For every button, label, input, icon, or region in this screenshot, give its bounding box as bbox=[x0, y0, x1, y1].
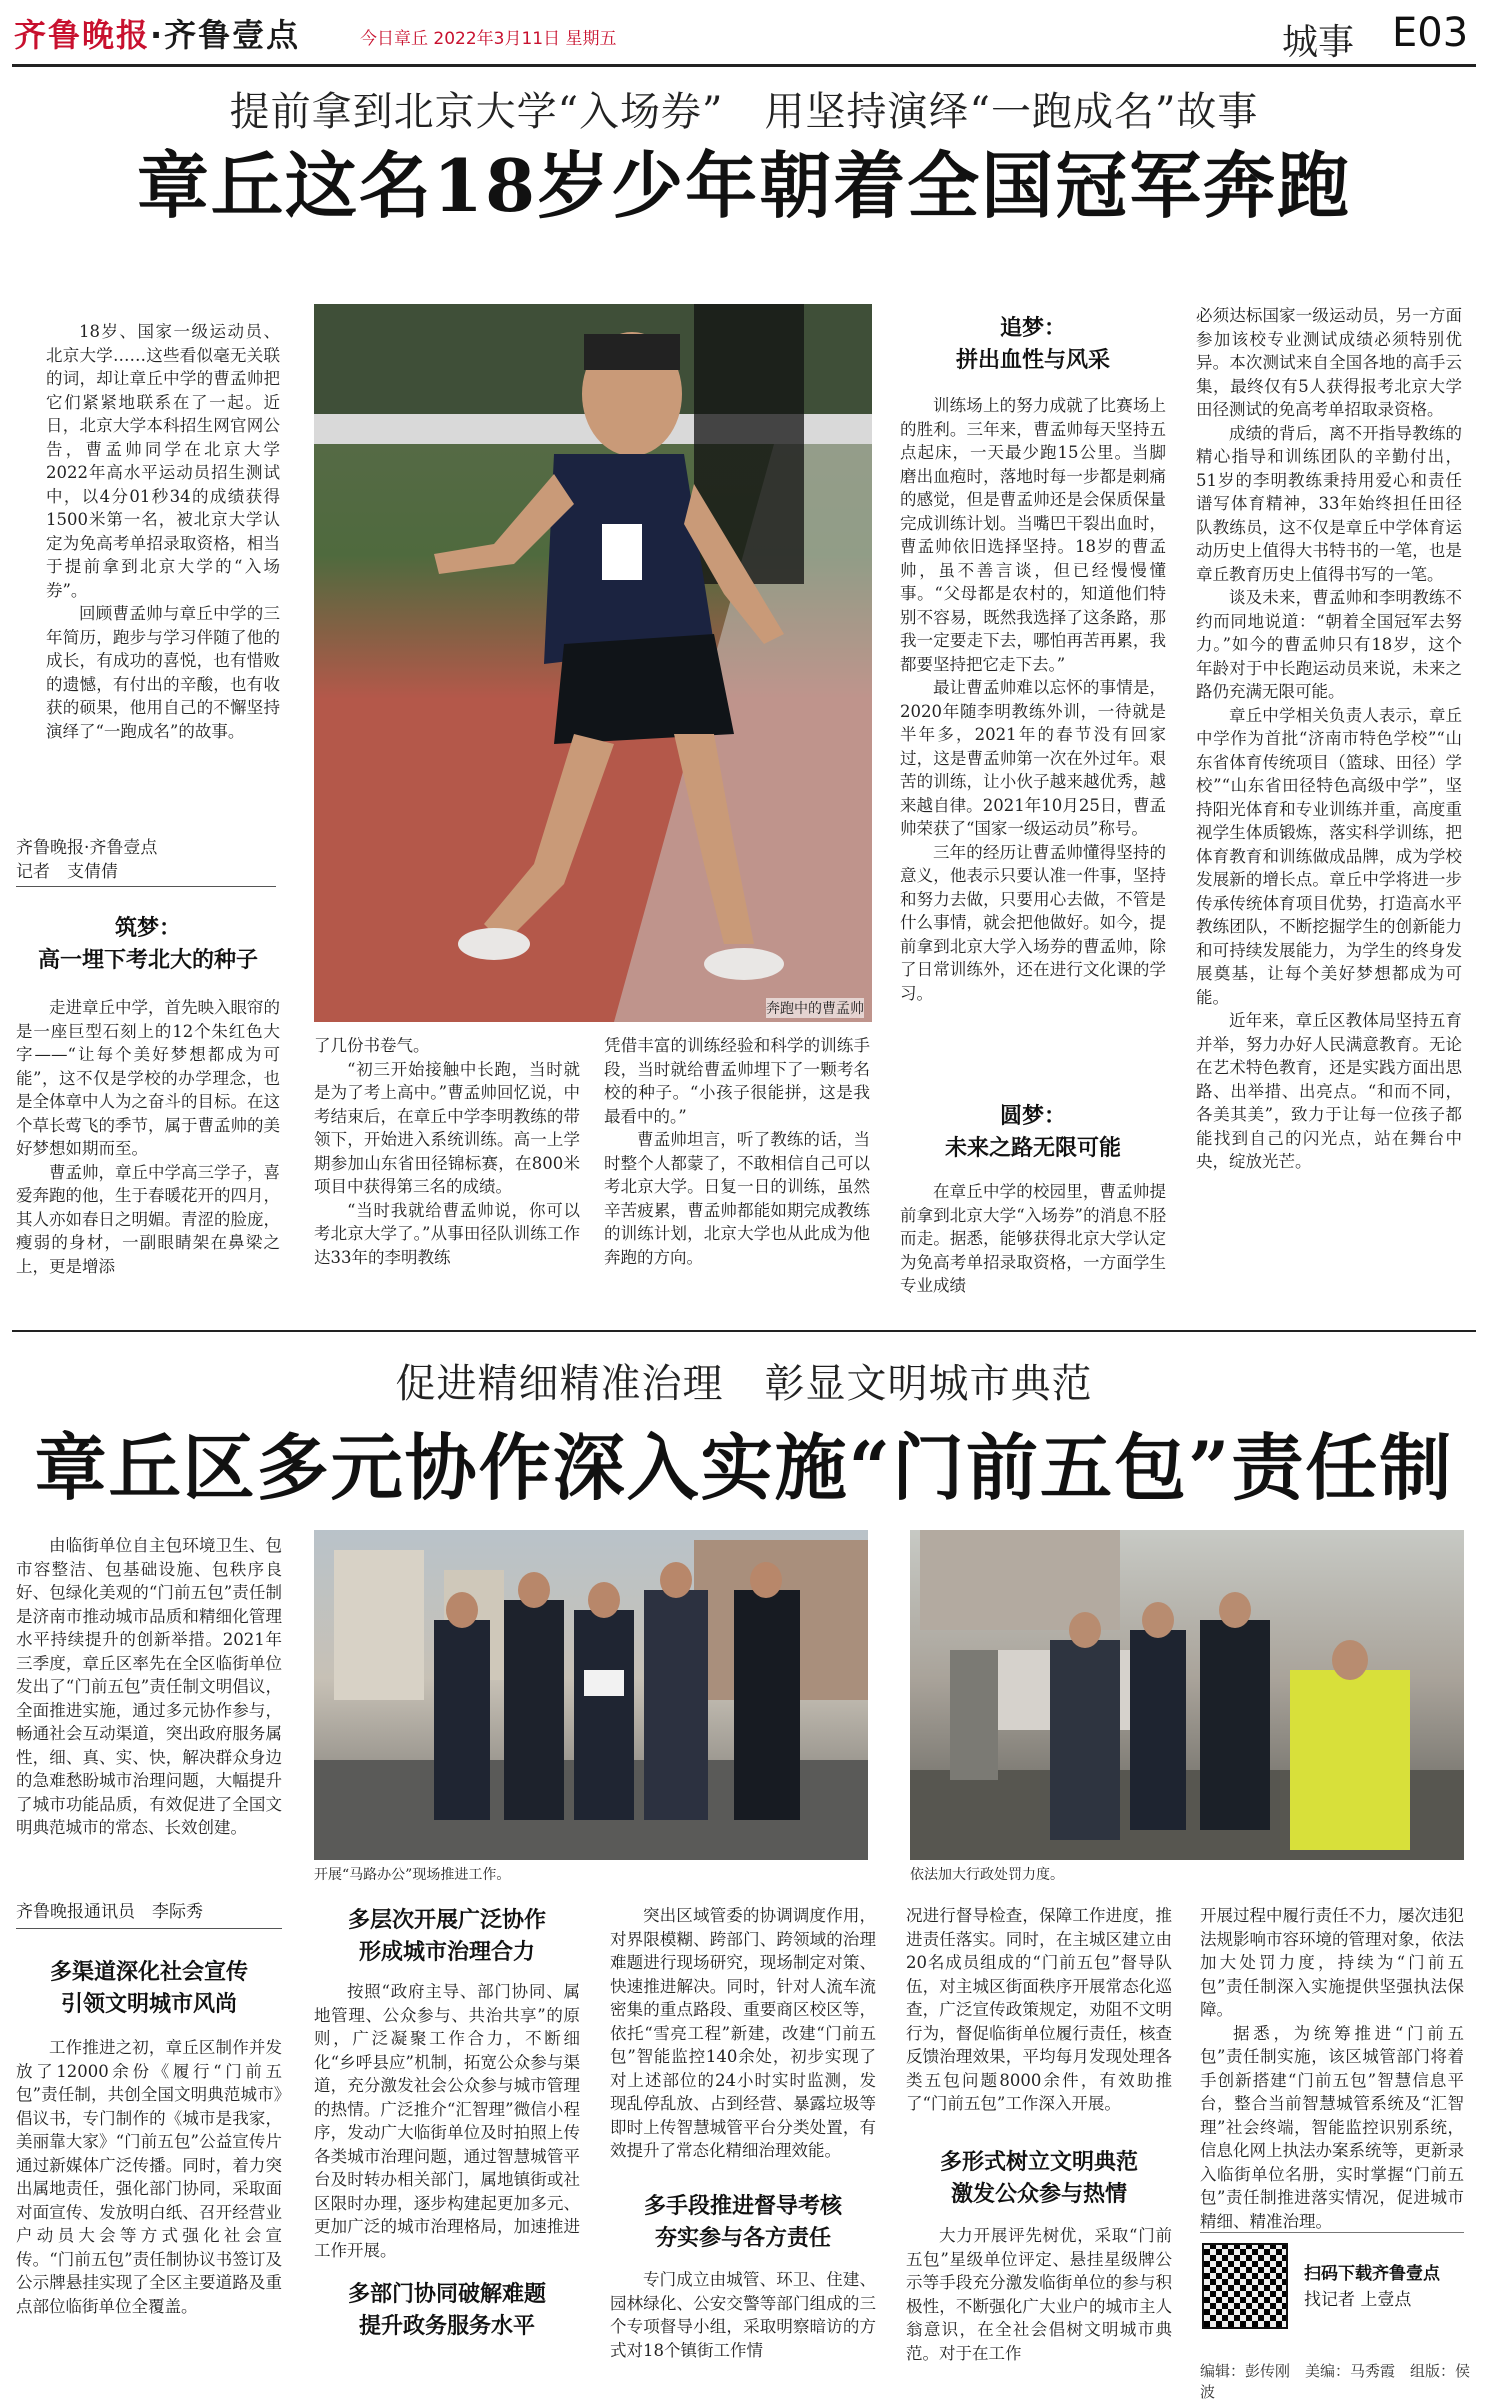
article1-headline: 章丘这名18岁少年朝着全国冠军奔跑 bbox=[136, 143, 1352, 228]
s1-title: 多渠道深化社会宣传 引领文明城市风尚 bbox=[49, 1959, 248, 2017]
qr-caption: 扫码下载齐鲁壹点 找记者 上壹点 bbox=[1304, 2264, 1440, 2310]
article2-byline: 齐鲁晚报通讯员 李际秀 bbox=[16, 1902, 203, 1922]
photo1-caption: 开展“马路办公”现场推进工作。 bbox=[314, 1867, 511, 1883]
photo2-caption: 依法加大行政处罚力度。 bbox=[910, 1867, 1064, 1883]
article1-byline: 齐鲁晚报·齐鲁壹点 记者 支倩倩 bbox=[16, 838, 158, 882]
article1-kicker: 提前拿到北京大学“入场券” 用坚持演绎“一跑成名”故事 bbox=[229, 89, 1259, 135]
article2-headline: 章丘区多元协作深入实施“门前五包”责任制 bbox=[34, 1425, 1454, 1510]
sec3-text: 在章丘中学的校园里，曹孟帅提前拿到北京大学“入场券”的消息不胫而走。据悉，能够获得北京大学认定为免高考单招录取资格，一方面学生专业成绩 bbox=[900, 1182, 1166, 1295]
s1-text: 工作推进之初，章丘区制作并发放了12000余份《履行“门前五包”责任制，共创全国文明典范城市》倡议书，专门制作的《城市是我家，美丽靠大家》“门前五包”公益宣传片通过新媒体广泛传播。同时，着力突出属地责任，强化部门协同，采取面对面宣传、发放明白纸、召开经营业户动员大会等方式强化社会宣传。“门前五包”责任制协议书签订及公示牌悬挂实现了全区主要道路及重点部位临街单位全覆盖。 bbox=[16, 2038, 282, 2316]
sec1-title: 筑梦： 高一埋下考北大的种子 bbox=[37, 915, 258, 973]
s2-text: 按照“政府主导、部门协同、属地管理、公众参与、共治共享”的原则，广泛凝聚工作合力，不断细化“乡呼县应”机制，拓宽公众参与渠道，充分激发社会公众参与城市管理的热情。广泛推介“汇智理”微信小程序，发动广大临街单位及时拍照上传各类城市治理问题，通过智慧城管平台及时转办相关部门，属地镇街或社区限时办理，逐步构建起更加多元、更加广泛的城市治理格局，加速推进工作开展。 bbox=[314, 1982, 580, 2260]
s3-title: 多部门协同破解难题 提升政务服务水平 bbox=[347, 2281, 546, 2339]
section-name: 城事 bbox=[1282, 22, 1355, 63]
article-divider bbox=[12, 1330, 1476, 1332]
sec2-text: 训练场上的努力成就了比赛场上的胜利。三年来，曹孟帅每天坚持五点起床，一天最少跑15公里。当脚磨出血疱时，落地时每一步都是刺痛的感觉，但是曹孟帅还是会保质保量完成训练计划。当嘴巴干裂出血时，曹孟帅依旧选择坚持。18岁的曹孟帅，虽不善言谈，但已经慢慢懂事。“父母都是农村的，知道他们特别不容易，既然我选择了这条路，那我一定要走下去，哪怕再苦再累，我都要坚持把它走下去。” 最让曹孟帅难以忘怀的事情是，2020年随李明教练外训，一待就是半年多，2021年的春节没有回家过，这是曹孟帅第一次在外过年。艰苦的训练，让小伙子越来越优秀，越来越自律。2021年10月25日，曹孟帅荣获了“国家一级运动员”称号。 三年的经历让曹孟帅懂得坚持的意义，他表示只要认准一件事，坚持和努力去做，只要用心去做，不管是什么事情，就会把他做好。如今，提前拿到北京大学入场券的曹孟帅，除了日常训练外，还在进行文化课的学习。 bbox=[900, 396, 1166, 1003]
issue-date: 今日章丘 2022年3月11日 星期五 bbox=[360, 29, 617, 49]
header-rule bbox=[12, 64, 1476, 67]
page-number: E03 bbox=[1392, 10, 1469, 56]
article2-lead: 由临街单位自主包环境卫生、包市容整洁、包基础设施、包秩序良好、包绿化美观的“门前五包”责任制是济南市推动城市品质和精细化管理水平持续提升的创新举措。2021年三季度，章丘区率先在全区临街单位发出了“门前五包”责任制文明倡议，全面推进实施，通过多元协作参与，畅通社会互动渠道，突出政府服务属性，细、真、实、快，解决群众身边的急难愁盼城市治理问题，大幅提升了城市功能品质，有效促进了全国文明典范城市的常态、长效创建。 bbox=[16, 1536, 282, 1837]
s4-title: 多手段推进督导考核 夯实参与各方责任 bbox=[643, 2193, 842, 2251]
article1-col-c: 凭借丰富的训练经验和科学的训练手段，当时就给曹孟帅埋下了一颗考名校的种子。“小孩子很能拼，这是我最看中的。” 曹孟帅坦言，听了教练的话，当时整个人都蒙了，不敢相信自己可以考北京大学。日复一日的训练，虽然辛苦疲累，曹孟帅都能如期完成教练的训练计划，北京大学也从此成为他奔跑的方向。 bbox=[604, 1036, 870, 1267]
article1-lead: 18岁、国家一级运动员、北京大学……这些看似毫无关联的词，却让章丘中学的曹孟帅把它们紧紧地联系在了一起。近日，北京大学本科招生网官网公告，曹孟帅同学在北京大学2022年高水平运动员招生测试中，以4分01秒34的成绩获得1500米第一名，被北京大学认定为免高考单招录取资格，相当于提前拿到北京大学的“入场券”。 回顾曹孟帅与章丘中学的三年简历，跑步与学习伴随了他的成长，有成功的喜悦，也有惜败的遗憾，有付出的辛酸，也有收获的硕果，他用自己的不懈坚持演绎了“一跑成名”的故事。 bbox=[46, 322, 280, 741]
runner-photo bbox=[314, 304, 872, 1022]
article1-col-e: 必须达标国家一级运动员，另一方面参加该校专业测试成绩必须特别优异。本次测试来自全国各地的高手云集，最终仅有5人获得报考北京大学田径测试的免高考单招取录资格。 成绩的背后，离不开指导教练的精心指导和训练团队的辛勤付出，51岁的李明教练秉持用爱心和责任谱写体育精神，33年始终担任田径队教练员，这不仅是章丘中学体育运动历史上值得大书特书的一笔，也是章丘教育历史上值得书写的一笔。 谈及未来，曹孟帅和李明教练不约而同地说道：“朝着全国冠军去努力。”如今的曹孟帅只有18岁，这个年龄对于中长跑运动员来说，未来之路仍充满无限可能。 章丘中学相关负责人表示，章丘中学作为首批“济南市特色学校”“山东省体育传统项目（篮球、田径）学校”“山东省田径特色高级中学”，坚持阳光体育和专业训练并重，高度重视学生体质锻炼，落实科学训练，把体育教育和训练做成品牌，成为学校发展新的增长点。章丘中学将进一步传承传统体育项目优势，打造高水平教练团队，不断挖掘学生的创新能力和可持续发展能力，为学生的终身发展奠基，让每个美好梦想都成为可能。 近年来，章丘区教体局坚持五育并举，努力办好人民满意教育。无论在艺术特色教育，还是实践方面出思路、出举措、出亮点。“和而不同，各美其美”，致力于让每一位孩子都能找到自己的闪光点，站在舞台中央，绽放光芒。 bbox=[1196, 306, 1462, 1171]
street-photo-1 bbox=[314, 1530, 868, 1860]
s5-text: 大力开展评先树优，采取“门前五包”星级单位评定、悬挂星级牌公示等手段充分激发临街单位的参与积极性，不断强化广大业户的城市主人翁意识，在全社会倡树文明城市典范。对于在工作 bbox=[906, 2226, 1172, 2363]
newspaper-logo: 齐鲁晚报·齐鲁壹点 bbox=[14, 16, 301, 54]
runner-figure bbox=[314, 304, 872, 1022]
article1-col-b: 了几份书卷气。 “初三开始接触中长跑，当时就是为了考上高中。”曹孟帅回忆说，中考结束后，在章丘中学李明教练的带领下，开始进入系统训练。高一上学期参加山东省田径锦标赛，在800米项目中获得第三名的成绩。 “当时我就给曹孟帅说，你可以考北京大学了。”从事田径队训练工作达33年的李明教练 bbox=[314, 1036, 580, 1267]
s5-title: 多形式树立文明典范 激发公众参与热情 bbox=[939, 2149, 1138, 2207]
byline-rule bbox=[16, 886, 276, 887]
c3-text: 突出区域管委的协调调度作用，对界限模糊、跨部门、跨领域的治理难题进行现场研究，现场制定对策、快速推进解决。同时，针对人流车流密集的重点路段、重要商区校区等，依托“雪亮工程”新建，改建“门前五包”智能监控140余处，初步实现了对上述部位的24小时实时监测，发现乱停乱放、占到经营、暴露垃圾等即时上传智慧城管平台分类处置，有效提升了常态化精细治理效能。 bbox=[610, 1906, 876, 2160]
byline-rule-2 bbox=[16, 1928, 282, 1929]
sec1-text: 走进章丘中学，首先映入眼帘的是一座巨型石刻上的12个朱红色大字——“让每个美好梦想都成为可能”，这不仅是学校的办学理念，也是全体章中人为之奋斗的目标。在这个草长莺飞的季节，属于曹孟帅的美好梦想如期而至。 曹孟帅，章丘中学高三学子，喜爱奔跑的他，生于春暖花开的四月，其人亦如春日之明媚。青涩的脸庞，瘦弱的身材，一副眼睛架在鼻梁之上，更是增添 bbox=[16, 998, 280, 1276]
street-photo-2 bbox=[910, 1530, 1464, 1860]
s4-text: 专门成立由城管、环卫、住建、园林绿化、公安交警等部门组成的三个专项督导小组，采取明察暗访的方式对18个镇街工作情 bbox=[610, 2270, 876, 2360]
qr-box bbox=[1200, 2232, 1464, 2338]
article2-kicker: 促进精细精准治理 彰显文明城市典范 bbox=[395, 1361, 1093, 1407]
qr-code-icon[interactable] bbox=[1202, 2243, 1288, 2329]
c4-text: 况进行督导检查，保障工作进度，推进责任落实。同时，在主城区建立由20名成员组成的“门前五包”督导队伍，对主城区街面秩序开展常态化巡查，广泛宣传政策规定，劝阻不文明行为，督促临街单位履行责任，核查反馈治理效果，平均每月发现处理各类五包问题8000余件，有效助推了“门前五包”工作深入开展。 bbox=[906, 1906, 1172, 2113]
s2-title: 多层次开展广泛协作 形成城市治理合力 bbox=[347, 1907, 546, 1965]
editor-footer: 编辑：彭传刚 美编：马秀霞 组版：侯波 bbox=[1200, 2362, 1471, 2401]
sec3-title: 圆梦： 未来之路无限可能 bbox=[944, 1103, 1121, 1161]
sec2-title: 追梦： 拼出血性与风采 bbox=[955, 315, 1110, 373]
c5-text: 开展过程中履行责任不力，屡次违犯法规影响市容环境的管理对象，依法加大处罚力度，持续为“门前五包”责任制深入实施提供坚强执法保障。 据悉，为统筹推进“门前五包”责任制实施，该区城管部门将着手创新搭建“门前五包”智慧信息平台，整合当前智慧城管系统及“汇智理”社会终端，智能监控识别系统，信息化网上执法办案系统等，更新录入临街单位名册，实时掌握“门前五包”责任制推进落实情况，促进城市精细、精准治理。 bbox=[1200, 1906, 1464, 2231]
photo-caption: 奔跑中的曹孟帅 bbox=[766, 998, 864, 1018]
